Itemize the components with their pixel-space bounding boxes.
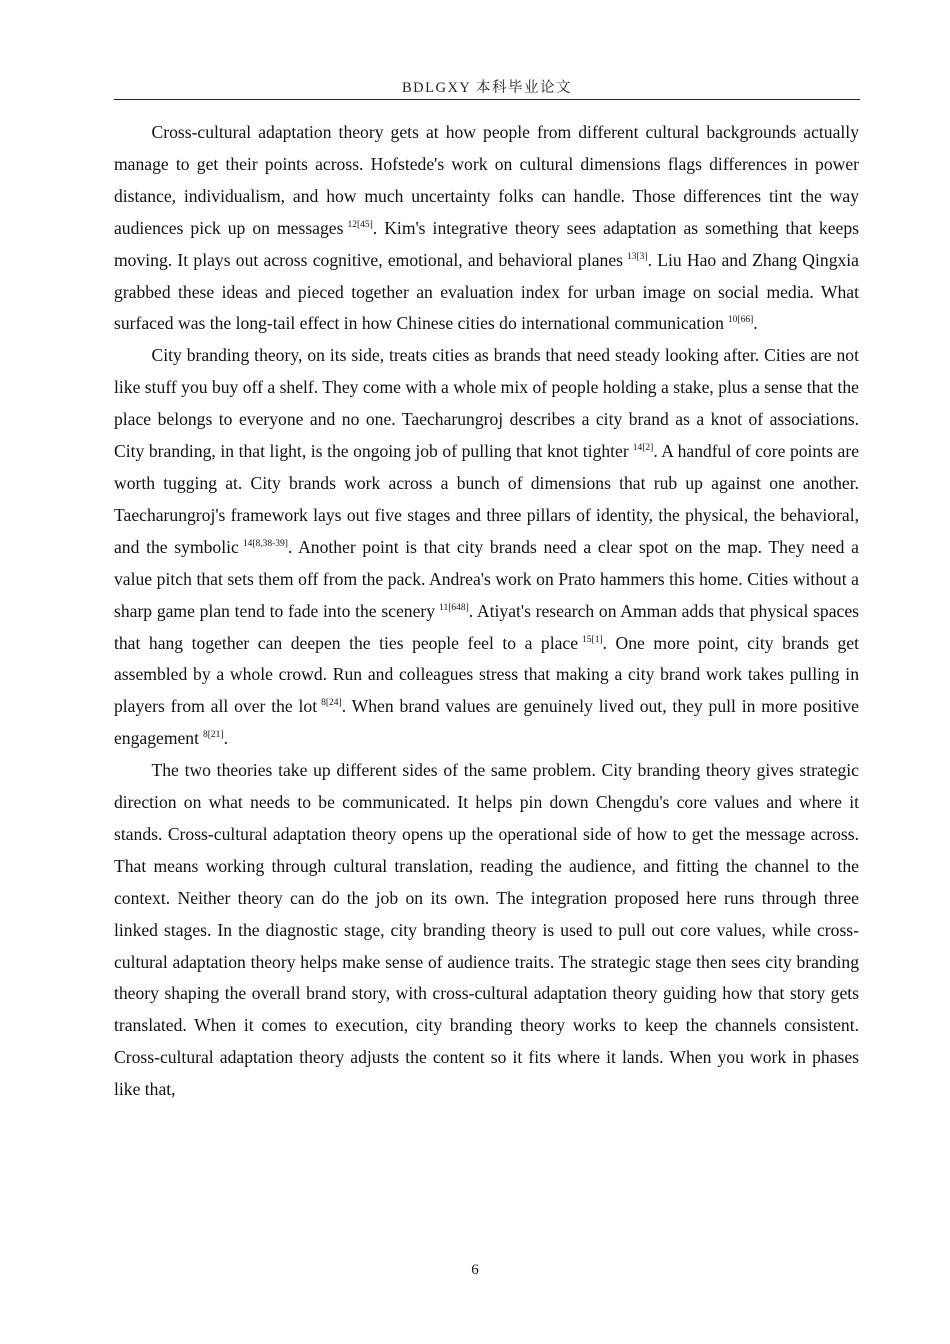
citation-marker: 15[1]	[582, 634, 603, 645]
citation-marker: 13[3]	[626, 251, 648, 262]
text-segment: . Liu Hao and Zhang Qingxia grabbed these ideas and pieced together an evaluation index for urban image on social media. What surfaced was the long-tail effect in how Chinese cities do international communication	[114, 249, 859, 334]
text-segment: . Kim's integrative theory sees adaptation as something that keeps moving. It plays out across cognitive, emotional, and behavioral planes	[114, 217, 859, 270]
text-segment: The two theories take up different sides of the same problem. City branding theory gives strategic direction on what needs to be communicated. It helps pin down Chengdu's core values and where it stands. Cross-cultural adaptation theory opens up the operational side of how to get the message across. That means working through cultural translation, reading the audience, and fitting the channel to the context. Neither theory can do the job on its own. The integration proposed here runs through three linked stages. In the diagnostic stage, city branding theory is used to pull out core values, while cross-cultural adaptation theory helps make sense of audience traits. The strategic stage then sees city branding theory shaping the overall brand story, with cross-cultural adaptation theory guiding how that story gets translated. When it comes to execution, city branding theory works to keep the channels consistent. Cross-cultural adaptation theory adjusts the content so it fits where it lands. When you work in phases like that,	[114, 760, 859, 1100]
text-segment: .	[223, 728, 228, 749]
citation-marker: 12[45]	[347, 219, 373, 230]
text-segment: . One more point, city brands get assembled by a whole crowd. Run and colleagues stress that making a city brand work takes pulling in players from all over the lot	[114, 632, 859, 717]
citation-marker: 14[8,38-39]	[242, 538, 288, 549]
page-header-title: BDLGXY 本科毕业论文	[401, 80, 572, 96]
citation-marker: 10[66]	[727, 315, 754, 326]
text-segment: City branding theory, on its side, treats cities as brands that need steady looking after. Cities are not like stuff you buy off a shelf. They come with a whole mix of people holding a stake, plus a sense that the place belongs to everyone and no one. Taecharungroj describes a city brand as a knot of associations. City branding, in that light, is the ongoing job of pulling that knot tighter	[114, 345, 859, 462]
text-segment: . A handful of core points are worth tugging at. City brands work across a bunch of dimensions that rub up against one another. Taecharungroj's framework lays out five stages and three pillars of identity, the physical, the behavioral, and the symbolic	[114, 441, 860, 557]
paragraph-theory-integration	[114, 755, 859, 1106]
header-divider	[114, 99, 860, 100]
text-segment: . When brand values are genuinely lived out, they pull in more positive engagement	[114, 696, 859, 749]
paragraph-adaptation-theory	[114, 117, 859, 340]
paragraph-city-branding	[114, 340, 859, 755]
text-segment: . Another point is that city brands need a clear spot on the map. They need a value pitch that sets them off from the pack. Andrea's work on Prato hammers this home. Cities without a sharp game plan tend to fade into the scenery	[114, 536, 859, 621]
text-segment: . Atiyat's research on Amman adds that physical spaces that hang together can deepen the ties people feel to a place	[114, 600, 859, 653]
text-segment: Cross-cultural adaptation theory gets at how people from different cultural backgrounds actually manage to get their points across. Hofstede's work on cultural dimensions flags differences in power distance, individualism, and how much uncertainty folks can handle. Those differences tint the way audiences pick up on messages	[114, 122, 859, 238]
citation-marker: 11[648]	[439, 602, 469, 613]
citation-marker: 8[21]	[203, 730, 224, 741]
text-segment: .	[753, 313, 758, 334]
page-number: 6	[471, 1262, 479, 1278]
body-text	[114, 117, 859, 1106]
citation-marker: 8[24]	[321, 698, 342, 709]
citation-marker: 14[2]	[632, 443, 654, 454]
